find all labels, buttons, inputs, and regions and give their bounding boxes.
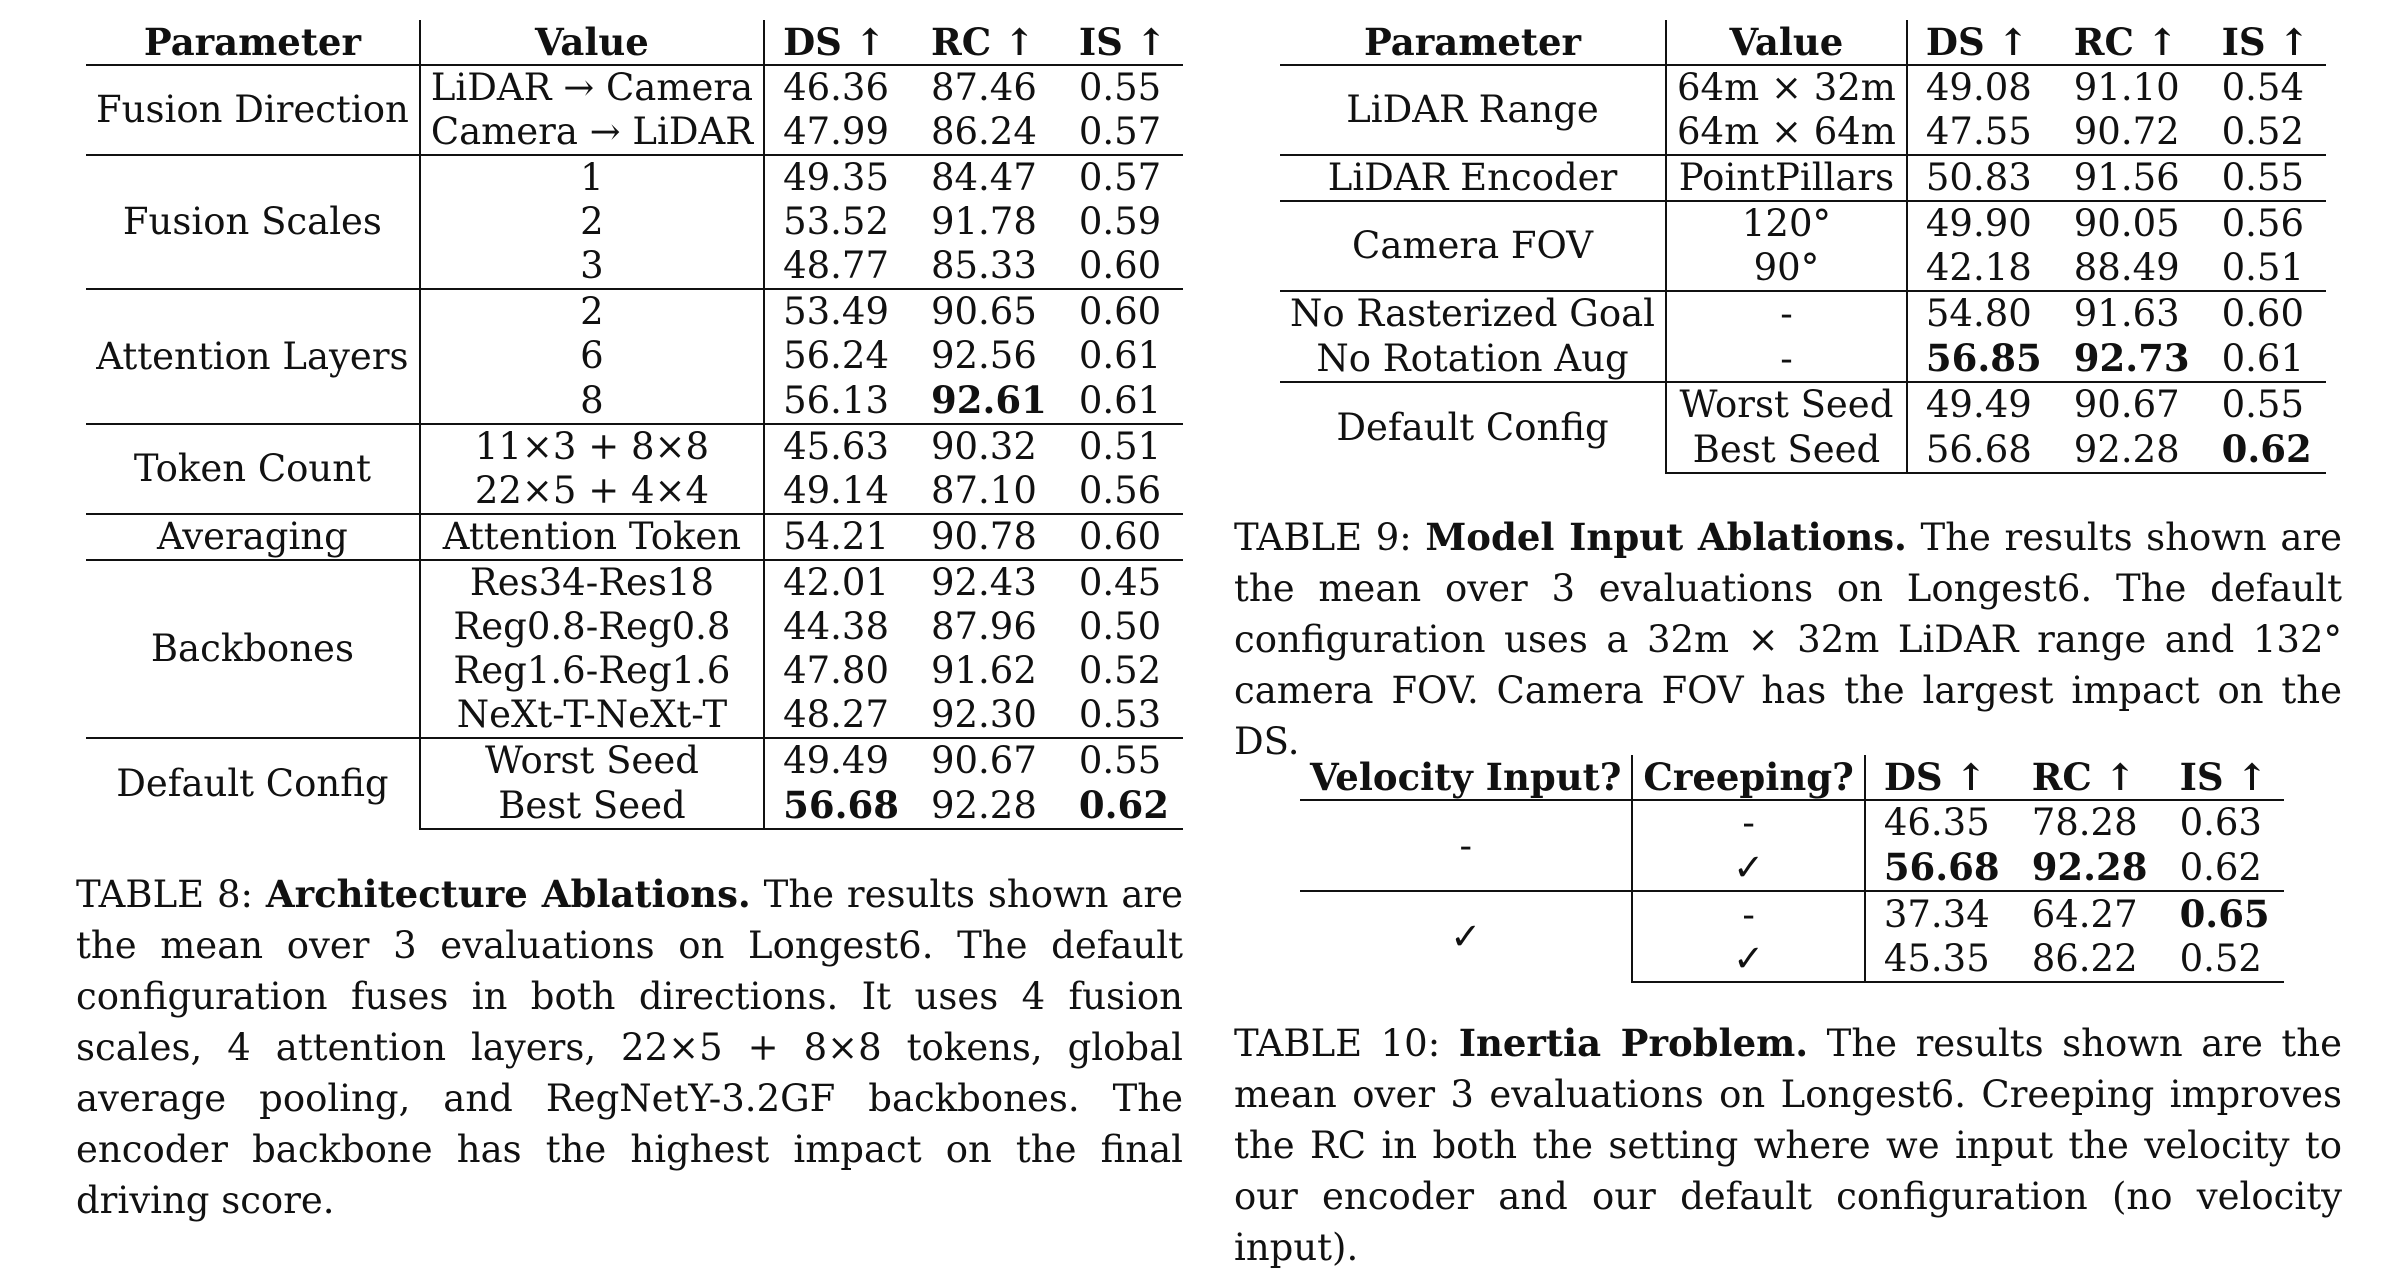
ds-value: 48.27	[783, 693, 890, 736]
value-cell: 22×5 + 4×4	[420, 469, 764, 514]
is-cell	[2204, 336, 2326, 382]
rc-cell	[2056, 155, 2204, 201]
is-cell	[1061, 783, 1183, 829]
rc-cell	[2014, 845, 2162, 891]
header-parameter: Velocity Input?	[1300, 755, 1632, 800]
value-cell: Attention Token	[420, 514, 764, 560]
rc-value: 92.61	[930, 378, 1047, 422]
rc-cell	[913, 514, 1061, 560]
parameter-cell: Token Count	[86, 424, 420, 514]
value-cell: Camera → LiDAR	[420, 110, 764, 155]
header-row	[1280, 20, 2326, 65]
rc-cell	[913, 424, 1061, 469]
header-parameter: Parameter	[1280, 20, 1666, 65]
ds-value: 53.49	[783, 290, 890, 333]
header-value: Creeping?	[1632, 755, 1864, 800]
is-cell	[1061, 289, 1183, 334]
ds-cell	[1865, 800, 2014, 845]
is-value: 0.55	[1078, 66, 1162, 109]
ds-cell	[1907, 155, 2056, 201]
rc-value: 90.67	[930, 739, 1037, 782]
is-cell	[2162, 891, 2284, 937]
header-ds: DS ↑	[764, 20, 913, 65]
rc-cell	[913, 289, 1061, 334]
rc-value: 92.43	[930, 561, 1037, 604]
is-value: 0.60	[1078, 290, 1162, 333]
is-cell	[1061, 693, 1183, 738]
is-value: 0.62	[1078, 783, 1169, 827]
header-ds: DS ↑	[1865, 755, 2014, 800]
ds-cell	[764, 783, 913, 829]
value-cell: LiDAR → Camera	[420, 65, 764, 110]
ds-value: 45.35	[1883, 937, 1990, 980]
is-cell	[2162, 800, 2284, 845]
ds-cell	[1907, 201, 2056, 246]
table-8-architecture-ablations	[86, 20, 1183, 830]
rc-value: 91.78	[930, 200, 1037, 243]
is-value: 0.61	[2221, 336, 2305, 380]
rc-value: 91.56	[2073, 156, 2180, 199]
is-cell	[2204, 110, 2326, 155]
is-value: 0.56	[1078, 469, 1162, 512]
rc-cell	[2056, 246, 2204, 291]
rc-cell	[913, 65, 1061, 110]
is-value: 0.59	[1078, 200, 1162, 243]
rc-value: 90.72	[2073, 110, 2180, 153]
is-value: 0.61	[1078, 378, 1162, 422]
value-cell: 64m × 32m	[1666, 65, 1907, 110]
is-cell	[1061, 65, 1183, 110]
parameter-cell: Backbones	[86, 560, 420, 738]
is-cell	[1061, 155, 1183, 200]
parameter-cell: LiDAR Range	[1280, 65, 1666, 155]
caption-label: TABLE 8:	[76, 873, 266, 916]
header-rc: RC ↑	[913, 20, 1061, 65]
is-value: 0.52	[2179, 937, 2262, 980]
is-value: 0.57	[1078, 110, 1162, 153]
parameter-cell: No Rotation Aug	[1280, 336, 1666, 382]
parameter-cell: No Rasterized Goal	[1280, 291, 1666, 336]
table-row	[86, 155, 1183, 200]
ds-value: 45.63	[783, 425, 890, 468]
is-value: 0.51	[1078, 425, 1162, 468]
ds-cell	[764, 65, 913, 110]
ds-cell	[764, 289, 913, 334]
ds-cell	[764, 469, 913, 514]
table-row	[1280, 65, 2326, 110]
is-cell	[1061, 244, 1183, 289]
table-row	[1300, 891, 2284, 937]
header-row	[1300, 755, 2284, 800]
rc-cell	[913, 200, 1061, 244]
header-row	[86, 20, 1183, 65]
value-cell: 1	[420, 155, 764, 200]
table-row	[86, 514, 1183, 560]
rc-cell	[913, 560, 1061, 605]
rc-cell	[913, 605, 1061, 649]
is-cell	[2204, 201, 2326, 246]
is-cell	[1061, 378, 1183, 424]
caption-label: TABLE 10:	[1234, 1022, 1459, 1065]
table-row	[1280, 155, 2326, 201]
rc-value: 90.67	[2073, 383, 2180, 426]
table-row	[1280, 336, 2326, 382]
rc-value: 91.10	[2073, 66, 2180, 109]
ds-value: 56.68	[783, 783, 899, 827]
is-cell	[1061, 560, 1183, 605]
ds-cell	[1865, 845, 2014, 891]
ds-cell	[764, 693, 913, 738]
ds-cell	[764, 244, 913, 289]
rc-cell	[913, 334, 1061, 378]
rc-value: 78.28	[2031, 801, 2138, 844]
ds-cell	[1907, 65, 2056, 110]
caption-title: Model Input Ablations.	[1425, 515, 1907, 559]
table-row	[86, 289, 1183, 334]
parameter-cell: Attention Layers	[86, 289, 420, 424]
rc-value: 92.30	[930, 693, 1037, 736]
rc-value: 87.96	[930, 605, 1037, 648]
ds-cell	[764, 334, 913, 378]
value-cell: 11×3 + 8×8	[420, 424, 764, 469]
ds-value: 56.13	[783, 378, 890, 422]
parameter-cell: -	[1300, 800, 1632, 891]
ds-value: 48.77	[783, 244, 890, 287]
caption-title: Architecture Ablations.	[265, 872, 751, 916]
ds-value: 49.35	[783, 156, 890, 199]
caption-text: The results shown are the mean over 3 evaluations on Longest6. The default configuration uses a 32m × 32m LiDAR range and 132° camera FOV. Camera FOV has the largest impact on the DS.	[1234, 516, 2342, 763]
rc-cell	[913, 469, 1061, 514]
header-parameter: Parameter	[86, 20, 420, 65]
is-cell	[2204, 155, 2326, 201]
ds-cell	[764, 378, 913, 424]
header-is: IS ↑	[2162, 755, 2284, 800]
is-cell	[2204, 382, 2326, 427]
header-ds: DS ↑	[1907, 20, 2056, 65]
is-value: 0.50	[1078, 605, 1162, 648]
ds-cell	[1865, 937, 2014, 982]
parameter-cell: Fusion Scales	[86, 155, 420, 289]
ds-value: 53.52	[783, 200, 890, 243]
value-cell: 6	[420, 334, 764, 378]
value-cell: Worst Seed	[420, 738, 764, 783]
table-row	[86, 424, 1183, 469]
ds-cell	[1907, 110, 2056, 155]
rc-cell	[913, 110, 1061, 155]
rc-cell	[913, 155, 1061, 200]
ds-value: 56.24	[783, 334, 890, 377]
value-cell: Best Seed	[1666, 427, 1907, 473]
is-value: 0.52	[1078, 649, 1162, 692]
rc-value: 90.05	[2073, 202, 2180, 245]
value-cell: -	[1632, 800, 1864, 845]
caption-text: The results shown are the mean over 3 evaluations on Longest6. The default configuration fuses in both directions. It uses 4 fusion scales, 4 attention layers, 22×5 + 8×8 tokens, global average pooling, and RegNetY-3.2GF backbones. The encoder backbone has the highest impact on the final driving score.	[76, 873, 1183, 1222]
value-cell: Reg0.8-Reg0.8	[420, 605, 764, 649]
is-cell	[1061, 514, 1183, 560]
is-value: 0.61	[1078, 334, 1162, 377]
is-value: 0.54	[2221, 66, 2305, 109]
parameter-cell: ✓	[1300, 891, 1632, 982]
table-row	[86, 65, 1183, 110]
rc-cell	[913, 738, 1061, 783]
is-value: 0.45	[1078, 561, 1162, 604]
ds-cell	[1907, 291, 2056, 336]
rc-cell	[2056, 110, 2204, 155]
parameter-cell: Fusion Direction	[86, 65, 420, 155]
parameter-cell: Default Config	[1280, 382, 1666, 473]
ds-value: 42.01	[783, 561, 890, 604]
ds-value: 49.49	[1925, 383, 2032, 426]
ds-value: 46.35	[1883, 801, 1990, 844]
ds-value: 50.83	[1925, 156, 2032, 199]
ds-value: 37.34	[1883, 892, 1990, 936]
ds-value: 47.80	[783, 649, 890, 692]
is-value: 0.55	[2221, 383, 2305, 426]
ds-cell	[1907, 382, 2056, 427]
rc-value: 87.10	[930, 469, 1037, 512]
parameter-cell: Default Config	[86, 738, 420, 829]
value-cell: 64m × 64m	[1666, 110, 1907, 155]
rc-value: 92.28	[2073, 427, 2180, 471]
ds-cell	[764, 514, 913, 560]
header-is: IS ↑	[2204, 20, 2326, 65]
ds-value: 54.80	[1925, 292, 2032, 335]
is-cell	[1061, 424, 1183, 469]
ds-cell	[764, 738, 913, 783]
table-row	[1280, 291, 2326, 336]
is-cell	[2204, 65, 2326, 110]
is-value: 0.60	[1078, 244, 1162, 287]
ds-value: 49.90	[1925, 202, 2032, 245]
parameter-cell: LiDAR Encoder	[1280, 155, 1666, 201]
is-value: 0.51	[2221, 246, 2305, 289]
table-10-inertia-problem	[1300, 755, 2284, 983]
ds-cell	[764, 424, 913, 469]
table-10-caption	[1234, 1018, 2342, 1273]
table-9-model-input-ablations	[1280, 20, 2326, 474]
value-cell: ✓	[1632, 845, 1864, 891]
is-cell	[2162, 937, 2284, 982]
is-value: 0.57	[1078, 156, 1162, 199]
is-value: 0.65	[2179, 892, 2270, 936]
rc-cell	[2056, 336, 2204, 382]
parameter-cell: Averaging	[86, 514, 420, 560]
rc-value: 92.73	[2073, 336, 2190, 380]
is-value: 0.62	[2221, 427, 2312, 471]
value-cell: Reg1.6-Reg1.6	[420, 649, 764, 693]
header-is: IS ↑	[1061, 20, 1183, 65]
ds-cell	[764, 560, 913, 605]
is-value: 0.63	[2179, 801, 2262, 844]
rc-value: 90.65	[930, 290, 1037, 333]
value-cell: 3	[420, 244, 764, 289]
value-cell: Worst Seed	[1666, 382, 1907, 427]
ds-value: 49.49	[783, 739, 890, 782]
is-value: 0.55	[1078, 739, 1162, 782]
rc-value: 92.28	[930, 783, 1037, 827]
rc-value: 92.28	[2031, 845, 2148, 889]
ds-value: 56.68	[1925, 427, 2032, 471]
is-value: 0.55	[2221, 156, 2305, 199]
rc-cell	[913, 783, 1061, 829]
value-cell: NeXt-T-NeXt-T	[420, 693, 764, 738]
ds-cell	[1907, 246, 2056, 291]
table-row	[1280, 382, 2326, 427]
is-cell	[1061, 469, 1183, 514]
rc-value: 91.62	[930, 649, 1037, 692]
table-row	[86, 560, 1183, 605]
rc-value: 88.49	[2073, 246, 2180, 289]
header-value: Value	[1666, 20, 1907, 65]
rc-cell	[2056, 291, 2204, 336]
rc-cell	[2014, 800, 2162, 845]
is-value: 0.52	[2221, 110, 2305, 153]
table-row	[1300, 800, 2284, 845]
parameter-cell: Camera FOV	[1280, 201, 1666, 291]
rc-cell	[913, 693, 1061, 738]
ds-value: 56.85	[1925, 336, 2042, 380]
header-rc: RC ↑	[2014, 755, 2162, 800]
is-cell	[2204, 246, 2326, 291]
rc-value: 92.56	[930, 334, 1037, 377]
rc-cell	[2056, 382, 2204, 427]
ds-value: 44.38	[783, 605, 890, 648]
ds-cell	[1907, 427, 2056, 473]
is-cell	[2162, 845, 2284, 891]
ds-value: 46.36	[783, 66, 890, 109]
value-cell: -	[1666, 291, 1907, 336]
rc-value: 90.78	[930, 515, 1037, 558]
is-value: 0.56	[2221, 202, 2305, 245]
is-cell	[1061, 110, 1183, 155]
ds-cell	[764, 155, 913, 200]
value-cell: Best Seed	[420, 783, 764, 829]
caption-label: TABLE 9:	[1234, 516, 1426, 559]
rc-cell	[2014, 891, 2162, 937]
rc-cell	[2056, 201, 2204, 246]
table-row	[1280, 201, 2326, 246]
value-cell: 2	[420, 289, 764, 334]
rc-value: 87.46	[930, 66, 1037, 109]
ds-value: 49.08	[1925, 66, 2032, 109]
value-cell: Res34-Res18	[420, 560, 764, 605]
header-rc: RC ↑	[2056, 20, 2204, 65]
ds-value: 47.99	[783, 110, 890, 153]
rc-value: 85.33	[930, 244, 1037, 287]
rc-cell	[2056, 65, 2204, 110]
is-cell	[2204, 427, 2326, 473]
ds-cell	[764, 110, 913, 155]
value-cell: -	[1632, 891, 1864, 937]
caption-title: Inertia Problem.	[1458, 1021, 1809, 1065]
rc-value: 84.47	[930, 156, 1037, 199]
ds-value: 49.14	[783, 469, 890, 512]
ds-value: 56.68	[1883, 845, 2000, 889]
is-value: 0.53	[1078, 693, 1162, 736]
rc-cell	[913, 649, 1061, 693]
value-cell: 2	[420, 200, 764, 244]
ds-cell	[1865, 891, 2014, 937]
rc-value: 86.22	[2031, 937, 2138, 980]
value-cell: 8	[420, 378, 764, 424]
is-cell	[1061, 200, 1183, 244]
table-row	[86, 738, 1183, 783]
value-cell: PointPillars	[1666, 155, 1907, 201]
ds-cell	[764, 649, 913, 693]
rc-value: 90.32	[930, 425, 1037, 468]
rc-cell	[2056, 427, 2204, 473]
value-cell: -	[1666, 336, 1907, 382]
is-cell	[1061, 649, 1183, 693]
value-cell: ✓	[1632, 937, 1864, 982]
rc-cell	[913, 244, 1061, 289]
rc-value: 64.27	[2031, 892, 2138, 936]
caption-text: The results shown are the mean over 3 evaluations on Longest6. Creeping improves the RC in both the setting where we input the velocity to our encoder and our default configuration (no velocity input).	[1234, 1022, 2342, 1269]
ds-cell	[764, 200, 913, 244]
rc-cell	[2014, 937, 2162, 982]
table-8-caption	[76, 869, 1183, 1226]
rc-value: 91.63	[2073, 292, 2180, 335]
ds-cell	[1907, 336, 2056, 382]
header-value: Value	[420, 20, 764, 65]
ds-value: 42.18	[1925, 246, 2032, 289]
ds-value: 54.21	[783, 515, 890, 558]
rc-value: 86.24	[930, 110, 1037, 153]
is-value: 0.62	[2179, 845, 2262, 889]
ds-value: 47.55	[1925, 110, 2032, 153]
is-cell	[2204, 291, 2326, 336]
value-cell: 90°	[1666, 246, 1907, 291]
is-cell	[1061, 738, 1183, 783]
value-cell: 120°	[1666, 201, 1907, 246]
is-value: 0.60	[2221, 292, 2305, 335]
is-cell	[1061, 334, 1183, 378]
table-9-caption	[1234, 512, 2342, 767]
is-value: 0.60	[1078, 515, 1162, 558]
rc-cell	[913, 378, 1061, 424]
ds-cell	[764, 605, 913, 649]
is-cell	[1061, 605, 1183, 649]
